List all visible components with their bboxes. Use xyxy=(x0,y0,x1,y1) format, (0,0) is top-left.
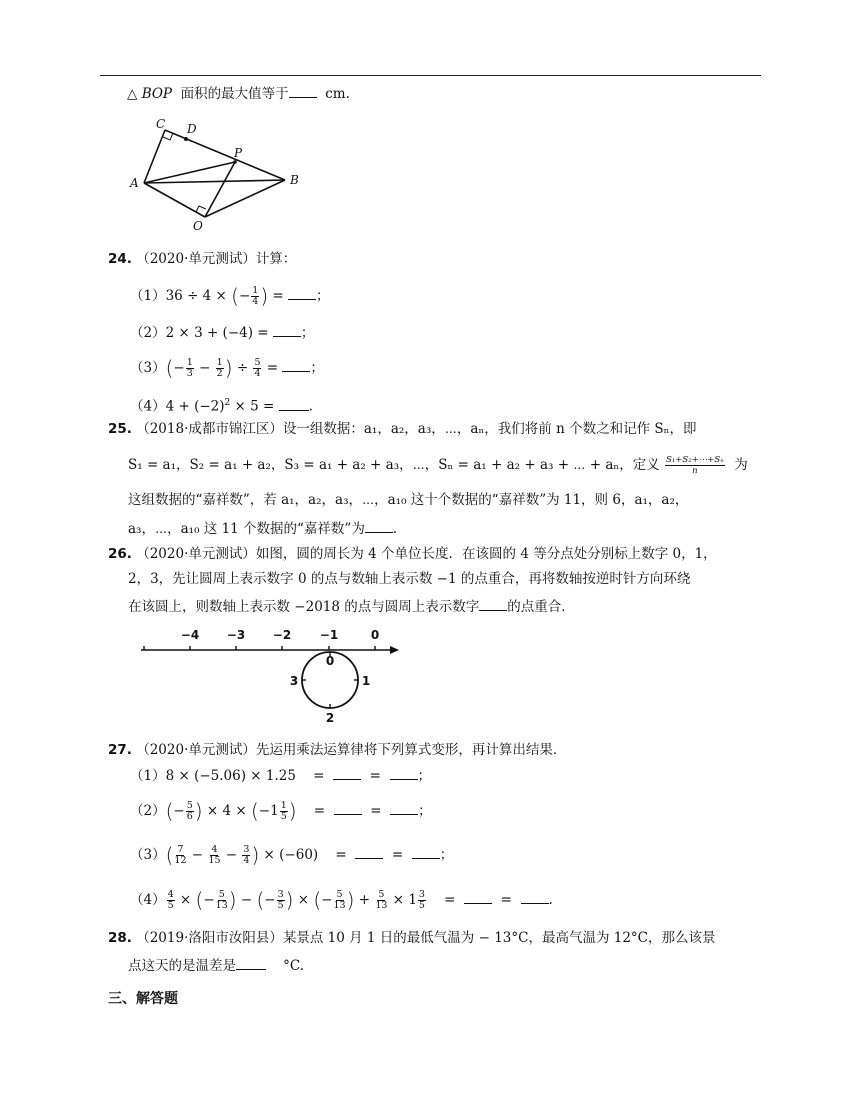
q25-line-2: S₁ = a₁，S₂ = a₁ + a₂，S₃ = a₁ + a₂ + a₃，⋯，Sₙ = a₁ + a₂ + a₃ + ⋯ + aₙ，定义 $\frac{\text{S₁+S₂+⋯+Sₙ}}{n}$ 为 xyxy=(128,455,748,476)
q26-line-3: 在该圆上，则数轴上表示数 −2018 的点与圆周上表示数字 的点重合． xyxy=(128,599,575,615)
label-A: A xyxy=(130,176,139,190)
q25-line-4: a₃，⋯，a₁₀ 这 11 个数据的“嘉祥数”为 . xyxy=(128,521,398,537)
answer-blank xyxy=(365,519,393,533)
q24-item-1: （1）36 ÷ 4 × (− $\frac{1}{4}$ ) = ； xyxy=(130,284,330,308)
axis-label: −2 xyxy=(272,628,292,642)
q27-item-4: （4） $\frac{4}{5}$ × (− $\frac{5}{13}$ ) − (− $\frac{3}{5}$ ) × (− $\frac{5}{13}$ ) + $\frac{5}{13}$ × 1 $\frac{3}{5}$ = = . xyxy=(130,888,553,912)
q27-item-2: （2）(− $\frac{5}{6}$ ) × 4 × (−1 $\frac{1}{5}$ ) = = ； xyxy=(130,799,432,823)
axis-label: −3 xyxy=(226,628,246,642)
q26-line-2: 2，3，先让圆周上表示数字 0 的点与数轴上表示数 −1 的点重合，再将数轴按逆时针方向环绕 xyxy=(128,571,691,587)
circle-label-0: 0 xyxy=(325,654,335,668)
circle-label-3: 3 xyxy=(289,674,299,688)
label-C: C xyxy=(156,117,166,131)
q26-line-1: 26. （2020·单元测试）如图，圆的周长为 4 个单位长度．在该圆的 4 等分点处分别标上数字 0，1， xyxy=(108,546,717,562)
answer-blank xyxy=(273,323,301,337)
answer-blank xyxy=(412,845,440,859)
label-P: P xyxy=(234,146,243,160)
q24-item-2: （2）2 × 3 + (−4) = ； xyxy=(130,325,315,341)
q25-line-3: 这组数据的“嘉祥数”，若 a₁，a₂，a₃，⋯，a₁₀ 这十个数据的“嘉祥数”为 11，则 6，a₁，a₂， xyxy=(128,492,689,508)
q24-item-4: $(4)4 + (-2)^2 \times 5$ = . xyxy=(130,398,313,415)
answer-blank xyxy=(289,84,317,98)
header-rule xyxy=(100,75,761,76)
answer-blank xyxy=(288,286,316,300)
q28-line-1: 28. （2019·洛阳市汝阳县）某景点 10 月 1 日的最低气温为 − 13°C，最高气温为 12°C，那么该景 xyxy=(108,930,716,946)
geometry-figure-23 xyxy=(125,116,310,236)
answer-blank xyxy=(334,801,362,815)
answer-blank xyxy=(464,890,492,904)
label-O: O xyxy=(193,219,203,233)
answer-blank xyxy=(282,358,310,372)
q27-item-3: （3）( $\frac{7}{12}$ − $\frac{4}{15}$ − $\frac{3}{4}$ ) × (−60) = = ； xyxy=(130,843,454,867)
axis-label: −4 xyxy=(180,628,200,642)
answer-blank xyxy=(390,801,418,815)
q23-tail-line: △ BOP 面积的最大值等于 cm. xyxy=(127,86,350,102)
q27-header: 27. （2020·单元测试）先运用乘法运算律将下列算式变形，再计算出结果． xyxy=(108,742,567,758)
answer-blank xyxy=(479,597,507,611)
q27-item-1: （1）8 × (−5.06) × 1.25 = = ； xyxy=(130,768,432,784)
answer-blank xyxy=(333,766,361,780)
answer-blank xyxy=(521,890,549,904)
section-title: 三、解答题 xyxy=(108,991,178,1007)
answer-blank xyxy=(355,845,383,859)
axis-label: 0 xyxy=(370,628,380,642)
q24-header: 24. （2020·单元测试）计算： xyxy=(108,251,297,267)
circle-label-1: 1 xyxy=(361,674,371,688)
circle-label-2: 2 xyxy=(325,711,335,724)
answer-blank xyxy=(279,397,309,411)
q25-line-1: 25. （2018·成都市锦江区）设一组数据：a₁，a₂，a₃，⋯，aₙ，我们将前 n 个数之和记作 Sₙ，即 xyxy=(108,421,697,437)
label-D: D xyxy=(187,122,197,136)
answer-blank xyxy=(236,956,266,970)
q24-item-3: （3）(− $\frac{1}{3}$ − $\frac{1}{2}$ ) ÷ $\frac{5}{4}$ = ； xyxy=(130,356,324,380)
axis-label: −1 xyxy=(319,628,339,642)
label-B: B xyxy=(290,173,299,187)
q28-line-2: 点这天的是温差是 °C. xyxy=(128,958,305,974)
number-line-figure xyxy=(135,624,405,724)
answer-blank xyxy=(390,766,418,780)
